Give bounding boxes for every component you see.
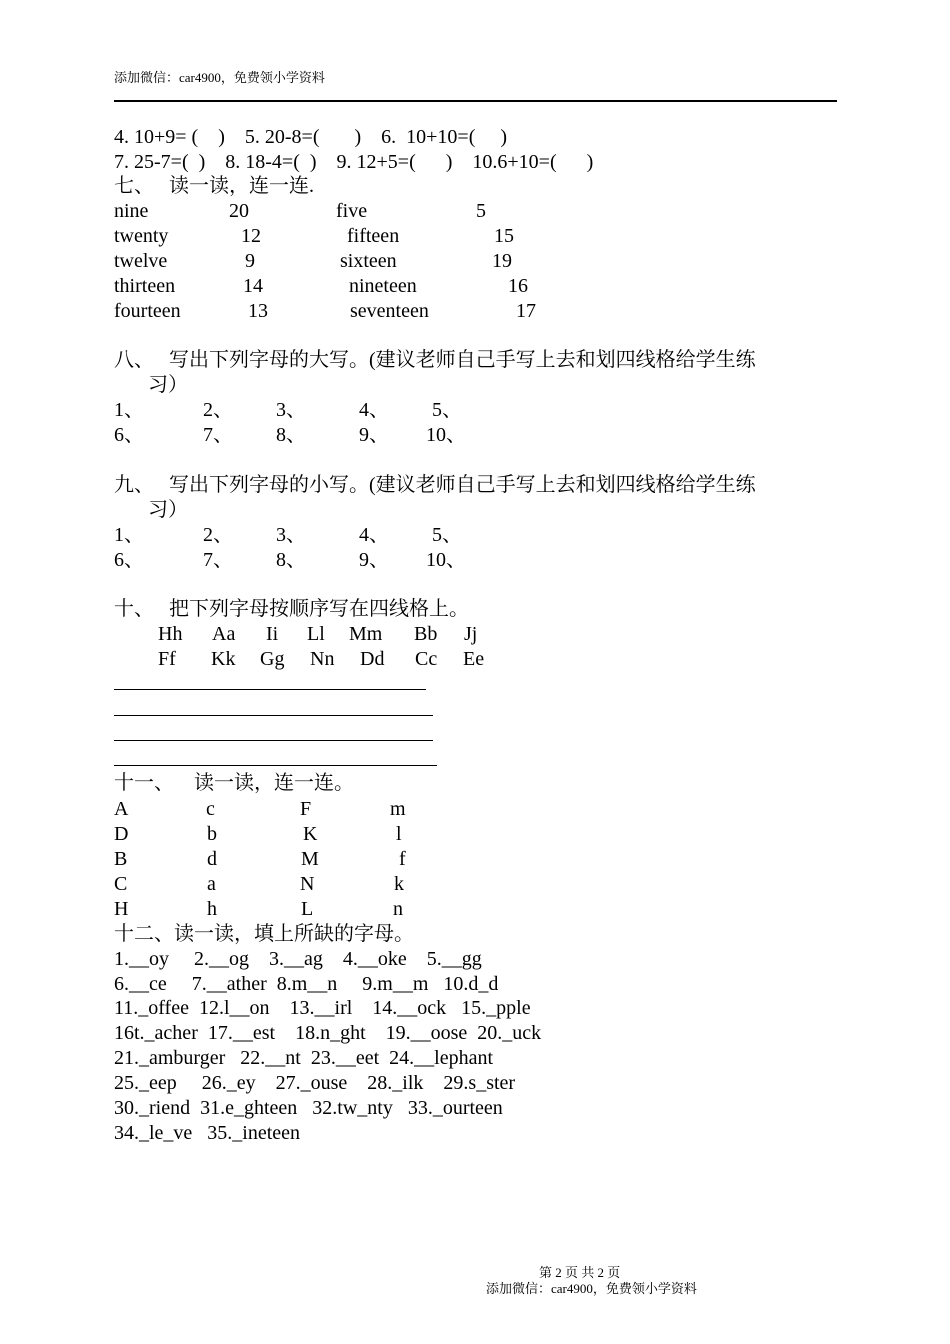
writing-line [114, 689, 426, 690]
s10-letter: Gg [260, 648, 285, 670]
s8-item: 1、 [114, 399, 144, 421]
fill-line: 21._amburger 22.__nt 23.__eet 24.__lephant [114, 1047, 494, 1069]
s11-letter: H [114, 898, 129, 920]
s10-letter: Cc [415, 648, 438, 670]
s9-item: 2、 [203, 524, 233, 546]
writing-line [114, 765, 437, 766]
math-line-1: 4. 10+9= ( ) 5. 20-8=( ) 6. 10+10=( ) [114, 126, 508, 148]
footer-text: 添加微信：car4900，免费领小学资料 [486, 1281, 697, 1296]
s11-letter: b [207, 823, 217, 845]
section9-title: 九、 写出下列字母的小写。(建议老师自己手写上去和划四线格给学生练 [114, 474, 756, 496]
section7-title: 七、 读一读，连一连. [114, 175, 314, 197]
s7-word: fourteen [114, 300, 181, 322]
s10-letter: Dd [360, 648, 385, 670]
s7-number: 19 [492, 250, 512, 272]
s7-number: 9 [245, 250, 255, 272]
s10-letter: Mm [349, 623, 383, 645]
s9-item: 1、 [114, 524, 144, 546]
s7-number: 17 [516, 300, 536, 322]
math-line-2: 7. 25-7=( ) 8. 18-4=( ) 9. 12+5=( ) 10.6+10=( ) [114, 151, 594, 173]
writing-line [114, 715, 433, 716]
s11-letter: c [206, 798, 215, 820]
s7-number: 5 [476, 200, 486, 222]
s11-letter: A [114, 798, 129, 820]
s11-letter: n [393, 898, 403, 920]
page-number: 第 2 页 共 2 页 [539, 1265, 621, 1280]
s8-item: 3、 [276, 399, 306, 421]
s10-letter: Ee [463, 648, 485, 670]
s7-number: 13 [248, 300, 268, 322]
s10-letter: Bb [414, 623, 438, 645]
s10-letter: Hh [158, 623, 183, 645]
section10-title: 十、 把下列字母按顺序写在四线格上。 [114, 598, 469, 620]
s7-number: 15 [494, 225, 514, 247]
section8-title-cont: 习） [148, 374, 188, 396]
section8-title: 八、 写出下列字母的大写。(建议老师自己手写上去和划四线格给学生练 [114, 349, 756, 371]
s11-letter: F [300, 798, 312, 820]
s11-letter: m [390, 798, 406, 820]
s9-item: 4、 [359, 524, 389, 546]
s9-item: 6、 [114, 549, 144, 571]
s11-letter: d [207, 848, 217, 870]
s7-word: nine [114, 200, 149, 222]
s11-letter: a [207, 873, 216, 895]
s7-number: 16 [508, 275, 528, 297]
s7-word: twenty [114, 225, 169, 247]
s8-item: 10、 [426, 424, 466, 446]
s11-letter: N [300, 873, 315, 895]
s8-item: 8、 [276, 424, 306, 446]
section9-title-cont: 习） [148, 499, 188, 521]
s11-letter: l [396, 823, 402, 845]
s9-item: 10、 [426, 549, 466, 571]
fill-line: 11._offee 12.l__on 13.__irl 14.__ock 15._pple [114, 997, 531, 1019]
s8-item: 2、 [203, 399, 233, 421]
fill-line: 30._riend 31.e_ghteen 32.tw_nty 33._ourteen [114, 1097, 503, 1119]
s8-item: 5、 [432, 399, 462, 421]
s10-letter: Ii [266, 623, 279, 645]
s7-word: thirteen [114, 275, 176, 297]
s9-item: 9、 [359, 549, 389, 571]
s11-letter: K [303, 823, 318, 845]
fill-line: 34._le_ve 35._ineteen [114, 1122, 301, 1144]
fill-line: 1.__oy 2.__og 3.__ag 4.__oke 5.__gg [114, 948, 482, 970]
section11-title: 十一、 读一读，连一连。 [114, 772, 354, 794]
header-rule [114, 100, 837, 102]
s10-letter: Kk [211, 648, 236, 670]
s11-letter: k [394, 873, 404, 895]
fill-line: 6.__ce 7.__ather 8.m__n 9.m__m 10.d_d [114, 973, 499, 995]
writing-line [114, 740, 433, 741]
header-text: 添加微信：car4900，免费领小学资料 [114, 70, 325, 85]
s9-item: 5、 [432, 524, 462, 546]
s7-word: twelve [114, 250, 168, 272]
s11-letter: M [301, 848, 319, 870]
s11-letter: D [114, 823, 129, 845]
s7-word: seventeen [350, 300, 429, 322]
s10-letter: Jj [464, 623, 478, 645]
s7-word: fifteen [347, 225, 400, 247]
s11-letter: B [114, 848, 128, 870]
s11-letter: h [207, 898, 217, 920]
s8-item: 4、 [359, 399, 389, 421]
s7-word: five [336, 200, 368, 222]
s10-letter: Ll [307, 623, 325, 645]
section12-title: 十二、读一读，填上所缺的字母。 [114, 923, 414, 945]
s7-number: 12 [241, 225, 261, 247]
s7-number: 14 [243, 275, 263, 297]
s9-item: 8、 [276, 549, 306, 571]
s9-item: 3、 [276, 524, 306, 546]
s8-item: 9、 [359, 424, 389, 446]
s8-item: 6、 [114, 424, 144, 446]
s7-number: 20 [229, 200, 249, 222]
s11-letter: C [114, 873, 128, 895]
fill-line: 16t._acher 17.__est 18.n_ght 19.__oose 20._uck [114, 1022, 542, 1044]
s10-letter: Ff [158, 648, 176, 670]
s9-item: 7、 [203, 549, 233, 571]
s7-word: sixteen [340, 250, 397, 272]
s11-letter: f [399, 848, 406, 870]
fill-line: 25._eep 26._ey 27._ouse 28._ilk 29.s_ster [114, 1072, 516, 1094]
s8-item: 7、 [203, 424, 233, 446]
s10-letter: Nn [310, 648, 335, 670]
s7-word: nineteen [349, 275, 417, 297]
s10-letter: Aa [212, 623, 236, 645]
s11-letter: L [301, 898, 314, 920]
